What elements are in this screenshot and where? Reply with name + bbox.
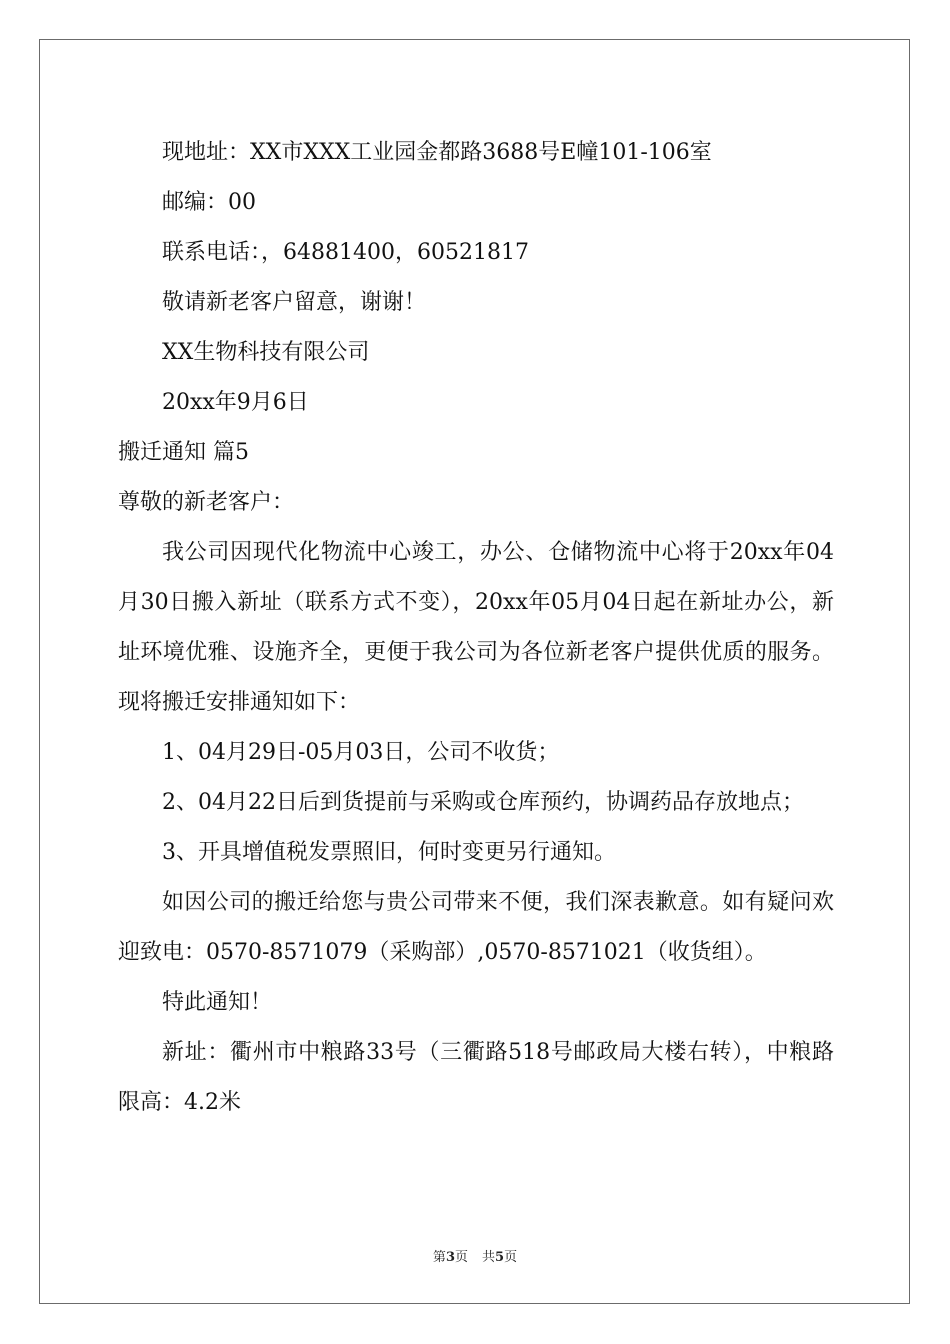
phone-line: 联系电话：，64881400，60521817 [162,240,529,265]
closing-line: 特此通知！ [162,990,273,1015]
page-suffix: 页 [454,1250,468,1265]
notice-line: 敬请新老客户留意，谢谢！ [162,290,427,315]
intro-paragraph: 我公司因现代化物流中心竣工，办公、仓储物流中心将于20xx年04月30日搬入新址（联系方式不变），20xx年05月04日起在新址办公，新址环境优雅、设施齐全，更便于我公司为各位新老客户提供优质的服务。 现将搬迁安排通知如下： [118,540,834,715]
new-address-paragraph: 新址：衢州市中粮路33号（三衢路518号邮政局大楼右转），中粮路限高：4.2米 [118,1040,834,1115]
section-heading: 搬迁通知 篇5 [118,440,249,465]
apology-paragraph: 如因公司的搬迁给您与贵公司带来不便，我们深表歉意。如有疑问欢迎致电：0570-8571079（采购部）,0570-8571021（收货组）。 [118,890,834,965]
page-prefix: 第 [432,1250,446,1265]
current-page-number: 3 [445,1250,455,1265]
total-page-number: 5 [495,1250,505,1265]
document-body [118,128,834,1128]
company-name: XX生物科技有限公司 [162,340,370,365]
list-item-3: 3、开具增值税发票照旧，何时变更另行通知。 [162,840,616,865]
total-prefix: 共 [482,1250,496,1265]
salutation: 尊敬的新老客户： [118,490,295,515]
list-item-2: 2、04月22日后到货提前与采购或仓库预约，协调药品存放地点； [162,790,804,815]
postcode-line: 邮编：00 [162,190,256,215]
list-item-1: 1、04月29日-05月03日，公司不收货； [162,740,560,765]
address-line: 现地址：XX市XXX工业园金都路3688号E幢101-106室 [162,140,712,165]
date-line: 20xx年9月6日 [162,390,309,415]
page-footer [0,1246,950,1265]
total-suffix: 页 [504,1250,518,1265]
